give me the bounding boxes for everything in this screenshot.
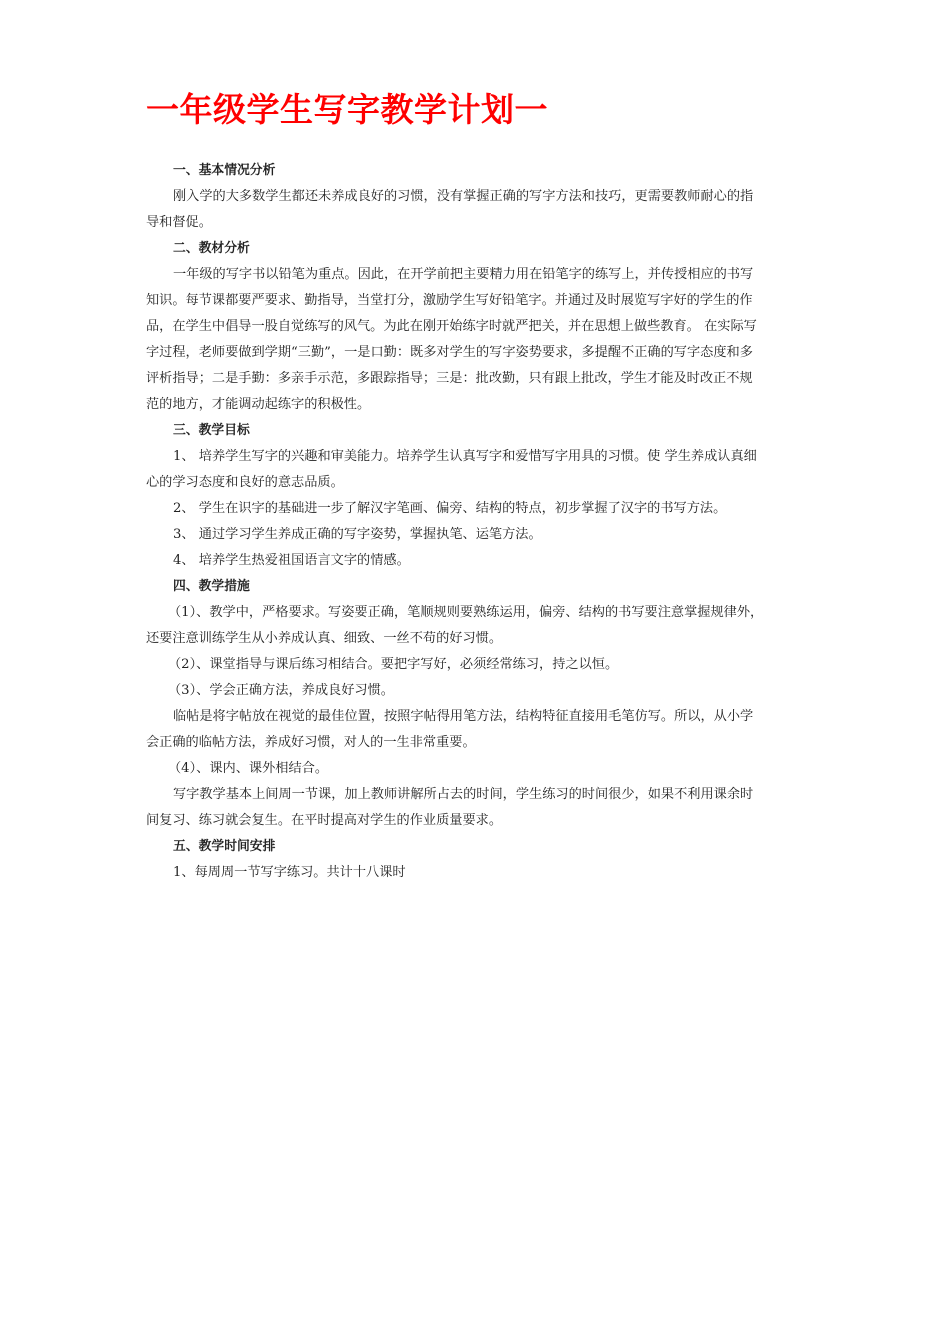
paragraph-line: 字过程，老师要做到学期“三勤”，一是口勤：既多对学生的写字姿势要求，多提醒不正确的写字态度和多 [146, 345, 753, 360]
paragraph-line: 评析指导；二是手勤：多亲手示范，多跟踪指导；三是：批改勤，只有跟上批改，学生才能及时改正不规 [146, 371, 753, 386]
paragraph-line: 会正确的临帖方法，养成好习惯，对人的一生非常重要。 [146, 735, 476, 750]
paragraph-line: 品，在学生中倡导一股自觉练写的风气。为此在刚开始练字时就严把关，并在思想上做些教育。 在实际写 [146, 319, 757, 334]
section-heading: 一、基本情况分析 [173, 163, 276, 178]
section-heading: 五、教学时间安排 [173, 839, 276, 854]
paragraph-line: 间复习、练习就会复生。在平时提高对学生的作业质量要求。 [146, 813, 503, 828]
paragraph-line: 4、 培养学生热爱祖国语言文字的情感。 [173, 553, 410, 568]
paragraph-line: 范的地方，才能调动起练字的积极性。 [146, 397, 371, 412]
section-heading: 四、教学措施 [173, 579, 250, 594]
paragraph-line: 心的学习态度和良好的意志品质。 [146, 475, 344, 490]
paragraph-line: 临帖是将字帖放在视觉的最佳位置，按照字帖得用笔方法，结构特征直接用毛笔仿写。所以，从小学 [173, 709, 754, 724]
document-title: 一年级学生写字教学计划一 [146, 90, 548, 129]
paragraph-line: （3）、学会正确方法，养成良好习惯。 [168, 683, 394, 698]
paragraph-line: 还要注意训练学生从小养成认真、细致、一丝不苟的好习惯。 [146, 631, 503, 646]
paragraph-line: 1、每周周一节写字练习。共计十八课时 [173, 865, 406, 880]
paragraph-line: 导和督促。 [146, 215, 212, 230]
paragraph-line: （1）、教学中，严格要求。写姿要正确，笔顺规则要熟练运用，偏旁、结构的书写要注意掌握规律外， [168, 605, 764, 620]
document-body [146, 158, 808, 886]
paragraph-line: 写字教学基本上间周一节课，加上教师讲解所占去的时间，学生练习的时间很少，如果不利用课余时 [173, 787, 754, 802]
section-heading: 二、教材分析 [173, 241, 250, 256]
paragraph-line: 刚入学的大多数学生都还未养成良好的习惯，没有掌握正确的写字方法和技巧，更需要教师耐心的指 [173, 189, 754, 204]
paragraph-line: （2）、课堂指导与课后练习相结合。要把字写好，必须经常练习，持之以恒。 [168, 657, 619, 672]
paragraph-line: 知识。每节课都要严要求、勤指导，当堂打分，激励学生写好铅笔字。并通过及时展览写字好的学生的作 [146, 293, 753, 308]
paragraph-line: 1、 培养学生写字的兴趣和审美能力。培养学生认真写字和爱惜写字用具的习惯。使 学生养成认真细 [173, 449, 757, 464]
section-heading: 三、教学目标 [173, 423, 250, 438]
paragraph-line: （4）、课内、课外相结合。 [168, 761, 329, 776]
paragraph-line: 3、 通过学习学生养成正确的写字姿势，掌握执笔、运笔方法。 [173, 527, 542, 542]
paragraph-line: 一年级的写字书以铅笔为重点。因此，在开学前把主要精力用在铅笔字的练写上，并传授相应的书写 [173, 267, 754, 282]
paragraph-line: 2、 学生在识字的基础进一步了解汉字笔画、偏旁、结构的特点，初步掌握了汉字的书写方法。 [173, 501, 727, 516]
